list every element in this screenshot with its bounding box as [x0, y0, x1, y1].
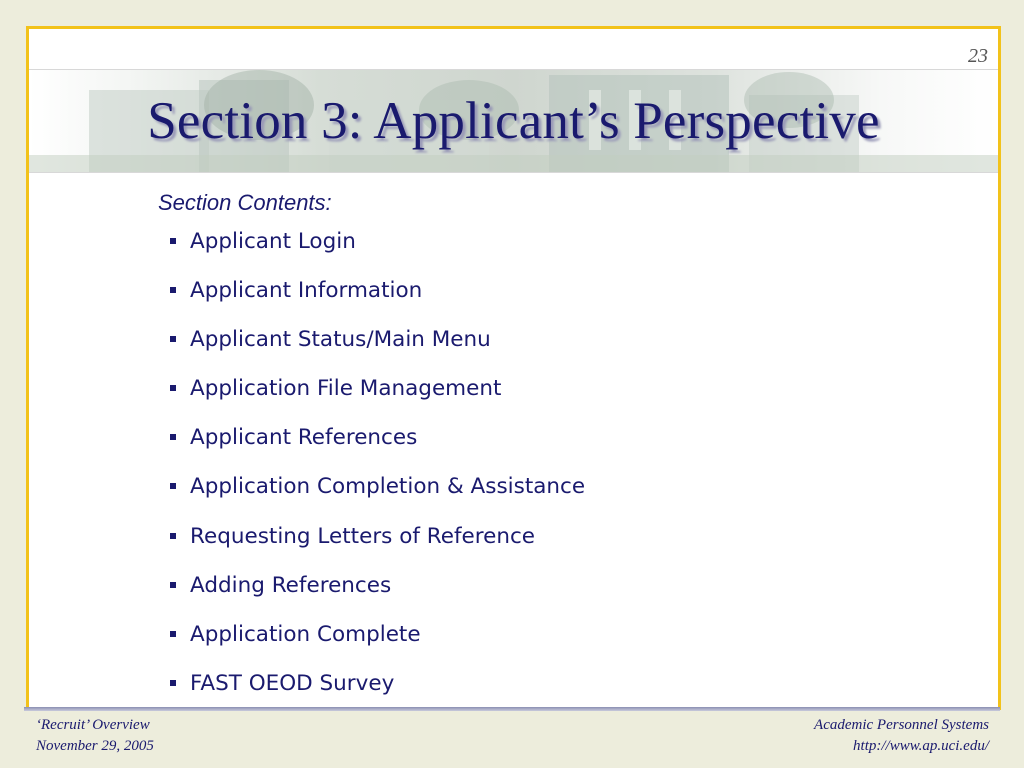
slide-title: Section 3: Applicant’s Perspective — [147, 92, 880, 150]
footer-divider — [24, 707, 1000, 711]
footer-left — [36, 715, 154, 757]
footer-right — [814, 715, 989, 757]
section-contents-heading: Section Contents: — [158, 190, 332, 215]
square-bullet-icon — [170, 483, 176, 489]
footer-presentation-title: ‘Recruit’ Overview — [36, 717, 150, 733]
slide-frame — [26, 26, 1001, 710]
square-bullet-icon — [170, 680, 176, 686]
list-item-label: Application Completion & Assistance — [190, 474, 586, 500]
square-bullet-icon — [170, 238, 176, 244]
list-item — [168, 622, 585, 671]
list-item — [168, 425, 585, 474]
section-contents-list — [168, 229, 585, 710]
list-item — [168, 376, 585, 425]
square-bullet-icon — [170, 336, 176, 342]
list-item-label: Applicant Login — [190, 229, 356, 254]
list-item — [168, 278, 585, 327]
list-item-label: Applicant Status/Main Menu — [190, 327, 491, 353]
list-item — [168, 524, 585, 573]
list-item-label: Application File Management — [190, 376, 502, 402]
list-item-label: Applicant References — [190, 425, 418, 451]
list-item-label: Requesting Letters of Reference — [190, 523, 536, 549]
list-item — [168, 327, 585, 376]
list-item — [168, 474, 585, 523]
list-item-label: Application Complete — [190, 621, 421, 647]
footer-url: http://www.ap.uci.edu/ — [853, 738, 989, 754]
list-item-label: FAST OEOD Survey — [190, 670, 395, 696]
square-bullet-icon — [170, 287, 176, 293]
square-bullet-icon — [170, 582, 176, 588]
square-bullet-icon — [170, 533, 176, 539]
page-number: 23 — [968, 45, 988, 67]
square-bullet-icon — [170, 385, 176, 391]
list-item — [168, 671, 585, 710]
list-item — [168, 229, 585, 278]
square-bullet-icon — [170, 434, 176, 440]
list-item-label: Adding References — [190, 572, 392, 598]
list-item — [168, 573, 585, 622]
list-item-label: Applicant Information — [190, 278, 423, 304]
footer-organization: Academic Personnel Systems — [814, 717, 989, 733]
square-bullet-icon — [170, 631, 176, 637]
footer-date: November 29, 2005 — [36, 738, 154, 754]
